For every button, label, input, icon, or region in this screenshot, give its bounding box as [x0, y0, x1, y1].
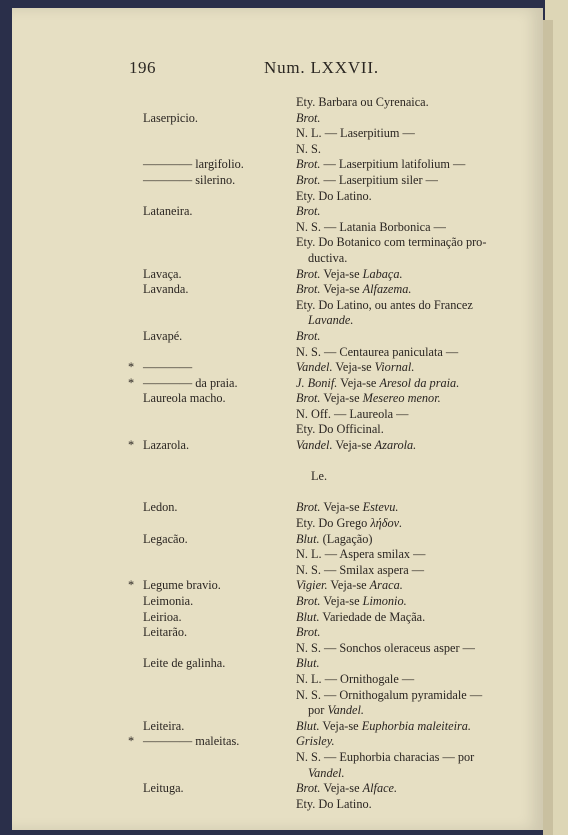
entry-line [0, 781, 545, 797]
text-segment: Veja-se [320, 282, 363, 297]
entry-headword: ———— maleitas. [143, 734, 240, 749]
entry-definition [296, 298, 473, 314]
entry-definition [296, 516, 402, 532]
entry-definition [296, 750, 474, 766]
entry-definition [296, 126, 415, 142]
entry-headword: Legume bravio. [143, 578, 221, 593]
italic-text: Aresol da praia. [379, 375, 460, 390]
entry-headword: Leimonia. [143, 594, 194, 608]
entry-line [0, 189, 545, 205]
page-number: 196 [129, 58, 156, 77]
entry-line [0, 204, 545, 220]
entry-definition [296, 157, 465, 173]
text-segment: — Laserpitium siler — [320, 172, 438, 187]
asterisk-mark: * [128, 734, 135, 749]
entry-definition [296, 142, 321, 158]
italic-text: Brot. [296, 110, 321, 125]
entry-definition [296, 95, 429, 111]
text-segment: Veja-se [320, 500, 363, 515]
entry-definition [296, 797, 372, 813]
text-segment: Ety. Do Latino. [296, 188, 372, 203]
entry-line [0, 578, 545, 594]
entry-definition [296, 578, 403, 594]
entry-line [0, 516, 545, 532]
entry-line [0, 734, 545, 750]
text-segment: Veja-se [320, 594, 363, 608]
entry-definition [296, 610, 425, 626]
entry-line [0, 282, 545, 298]
entry-definition [296, 282, 411, 298]
asterisk-mark: * [128, 578, 135, 593]
entry-definition [296, 407, 408, 423]
entry-line [0, 251, 545, 267]
entry-definition [296, 703, 364, 719]
text-segment: Ety. Do Grego [296, 516, 371, 531]
text-segment: (Lagação) [319, 531, 373, 546]
text-segment: — Laserpitium latifolium — [320, 157, 466, 172]
entry-line [0, 360, 545, 376]
entry-definition [296, 376, 459, 392]
entry-definition [296, 672, 414, 688]
entry-definition [296, 204, 320, 220]
entry-definition [296, 251, 347, 267]
entry-line [0, 703, 545, 719]
entry-headword: Ledon. [143, 500, 178, 515]
entry-line [0, 641, 545, 657]
text-segment: N. S. — Smilax aspera — [296, 562, 425, 577]
entry-headword: Lavapé. [143, 328, 183, 343]
italic-text: Araca. [369, 578, 403, 593]
entry-definition [296, 329, 320, 345]
entry-line [0, 220, 545, 236]
entry-headword: Lataneira. [143, 204, 193, 219]
entry-line [0, 750, 545, 766]
text-segment: Veja-se [320, 781, 363, 796]
section-heading: Le. [311, 469, 328, 484]
italic-text: Brot. [296, 266, 321, 281]
entry-line [0, 500, 545, 516]
text-segment: N. S. — Latania Borbonica — [296, 219, 446, 234]
text-segment: Veja-se [320, 391, 363, 406]
entry-definition [296, 345, 458, 361]
entry-line [0, 95, 545, 111]
entry-line [0, 625, 545, 641]
text-segment: Ety. Do Latino. [296, 796, 372, 811]
italic-text: Brot. [296, 282, 321, 297]
text-segment: Veja-se [332, 438, 375, 453]
entry-line [0, 594, 545, 610]
entry-line [0, 157, 545, 173]
asterisk-mark: * [128, 438, 135, 453]
entry-line [0, 719, 545, 735]
entry-line [0, 454, 545, 470]
entry-line [0, 391, 545, 407]
entry-line [0, 313, 545, 329]
italic-text: Brot. [296, 625, 321, 640]
asterisk-mark: * [128, 375, 135, 390]
italic-text: Labaça. [362, 266, 403, 281]
entry-headword: Legacão. [143, 531, 188, 546]
italic-text: Blut. [296, 656, 320, 671]
entry-headword: ———— da praia. [143, 375, 238, 390]
text-segment: Veja-se [327, 578, 370, 593]
entry-headword: Lavanda. [143, 282, 189, 297]
text-segment: N. S. — Ornithogalum pyramidale — [296, 687, 483, 702]
entry-definition [296, 719, 471, 735]
entry-definition [296, 220, 446, 236]
text-segment: ductiva. [308, 250, 348, 265]
entry-line [0, 235, 545, 251]
italic-text: Brot. [296, 328, 321, 343]
entry-line [0, 485, 545, 501]
entry-definition [296, 189, 372, 205]
entry-definition [296, 734, 335, 750]
italic-text: Euphorbia maleiteira. [361, 718, 472, 733]
entry-definition [296, 313, 353, 329]
entry-line [0, 563, 545, 579]
italic-text: Viornal. [374, 360, 415, 375]
text-segment: N. S. — Euphorbia characias — por [296, 749, 475, 764]
entry-definition [296, 438, 416, 454]
text-segment: Ety. Do Officinal. [296, 422, 384, 437]
entry-line [0, 797, 545, 813]
entry-line [0, 672, 545, 688]
entry-headword: Leituga. [143, 781, 184, 796]
entry-list [0, 95, 545, 812]
italic-text: J. Bonif. [296, 375, 338, 390]
entry-headword: Leirioa. [143, 609, 182, 624]
text-segment: por [308, 703, 328, 718]
entry-definition [296, 641, 475, 657]
italic-text: Lavande. [308, 313, 354, 328]
italic-text: Vandel. [296, 360, 333, 375]
entry-headword: Leiteira. [143, 718, 185, 733]
italic-text: Estevu. [362, 500, 399, 515]
italic-text: Mesereo menor. [362, 391, 441, 406]
entry-definition [296, 500, 398, 516]
entry-headword: Laureola macho. [143, 391, 226, 406]
entry-line [0, 407, 545, 423]
entry-line [0, 345, 545, 361]
entry-line [0, 438, 545, 454]
text-segment: N. L. — Laserpitium — [296, 126, 415, 141]
entry-line [0, 329, 545, 345]
italic-text: Alfazema. [362, 282, 412, 297]
italic-text: Grisley. [296, 734, 335, 749]
entry-line [0, 532, 545, 548]
text-segment: N. L. — Aspera smilax — [296, 547, 426, 562]
entry-headword: Lavaça. [143, 266, 182, 281]
page-title: Num. LXXVII. [264, 58, 379, 77]
entry-line [0, 656, 545, 672]
italic-text: Brot. [296, 157, 321, 172]
entry-line [0, 111, 545, 127]
entry-headword: Leite de galinha. [143, 656, 226, 671]
entry-definition [296, 594, 407, 610]
entry-line [0, 766, 545, 782]
italic-text: Blut. [296, 609, 320, 624]
entry-line [0, 610, 545, 626]
text-segment: N. L. — Ornithogale — [296, 671, 415, 686]
entry-line [0, 173, 545, 189]
entry-line [0, 267, 545, 283]
italic-text: Brot. [296, 594, 321, 608]
italic-text: Brot. [296, 172, 321, 187]
entry-definition [296, 766, 345, 782]
entry-definition [296, 173, 438, 189]
entry-line [0, 422, 545, 438]
entry-line [0, 126, 545, 142]
entry-definition [296, 547, 425, 563]
text-segment: Variedade de Maçãa. [319, 609, 426, 624]
text-segment: Veja-se [337, 375, 380, 390]
entry-definition [296, 656, 320, 672]
italic-text: Vandel. [327, 703, 365, 718]
italic-text: Brot. [296, 781, 321, 796]
italic-text: λήδον. [370, 516, 403, 531]
entry-line [0, 142, 545, 158]
entry-definition [296, 422, 384, 438]
entry-definition [296, 688, 482, 704]
italic-text: Alface. [362, 781, 398, 796]
entry-headword: Leitarão. [143, 625, 188, 640]
entry-definition [296, 532, 372, 548]
entry-headword: Laserpicio. [143, 110, 198, 125]
text-segment: Veja-se [332, 360, 375, 375]
entry-line [0, 688, 545, 704]
entry-headword: Lazarola. [143, 438, 190, 453]
entry-line [0, 376, 545, 392]
italic-text: Vandel. [308, 765, 345, 780]
italic-text: Brot. [296, 204, 321, 219]
text-segment: Ety. Do Latino, ou antes do Francez [296, 297, 473, 312]
entry-definition [296, 267, 403, 283]
italic-text: Vigier. [296, 578, 328, 593]
entry-definition [296, 625, 320, 641]
entry-definition [296, 360, 414, 376]
entry-definition [296, 563, 424, 579]
text-segment: Ety. Do Botanico com terminação pro- [296, 235, 487, 250]
asterisk-mark: * [128, 360, 135, 375]
italic-text: Azarola. [374, 438, 417, 453]
entry-definition [296, 111, 320, 127]
entry-definition [296, 781, 397, 797]
entry-line [0, 547, 545, 563]
italic-text: Blut. [296, 531, 320, 546]
section-heading-row [0, 469, 545, 485]
italic-text: Limonio. [362, 594, 407, 608]
entry-line [0, 298, 545, 314]
entry-headword: ———— [143, 360, 193, 375]
text-segment: Ety. Barbara ou Cyrenaica. [296, 95, 429, 109]
text-segment: N. S. [296, 141, 321, 156]
italic-text: Brot. [296, 500, 321, 515]
text-segment: N. S. — Centaurea paniculata — [296, 344, 459, 359]
text-segment: N. Off. — Laureola — [296, 406, 409, 421]
entry-definition [296, 235, 486, 251]
entry-definition [296, 391, 441, 407]
text-segment: Veja-se [320, 266, 363, 281]
text-segment: N. S. — Sonchos oleraceus asper — [296, 640, 475, 655]
entry-headword: ———— silerino. [143, 172, 236, 187]
italic-text: Brot. [296, 391, 321, 406]
text-segment: Veja-se [319, 718, 362, 733]
italic-text: Vandel. [296, 438, 333, 453]
entry-headword: ———— largifolio. [143, 157, 244, 172]
italic-text: Blut. [296, 718, 320, 733]
